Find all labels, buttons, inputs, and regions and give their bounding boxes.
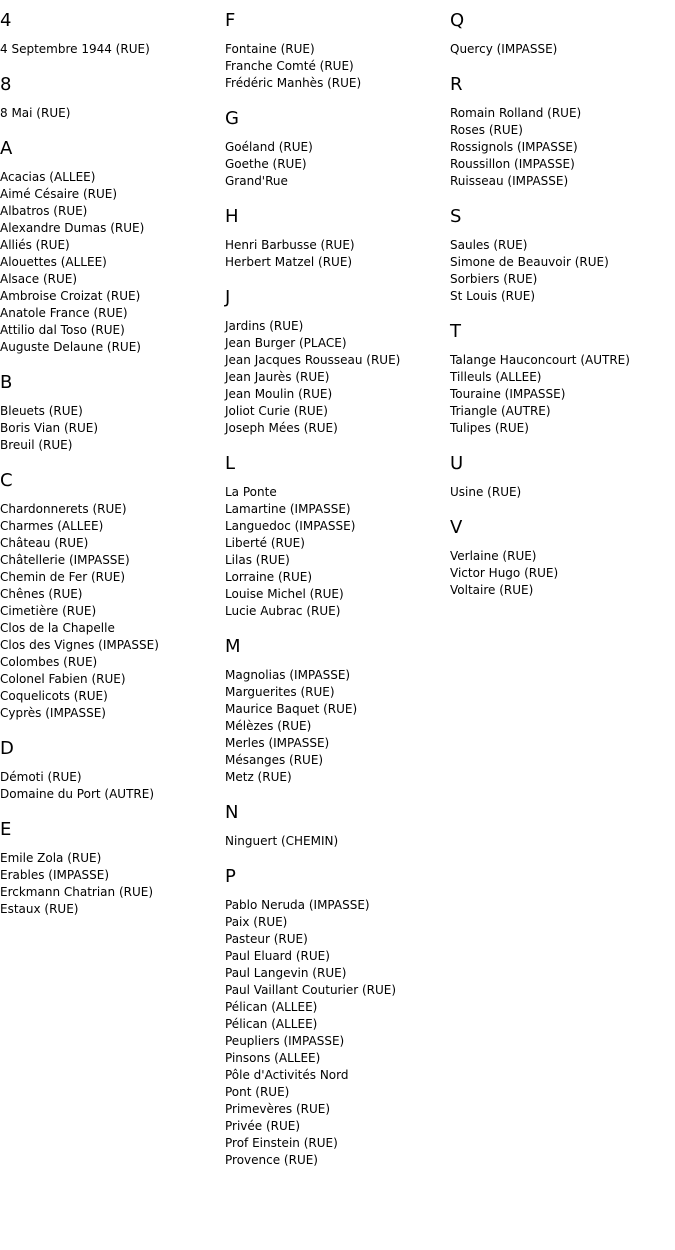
street-link[interactable]: Bleuets (RUE) (0, 404, 83, 418)
street-list (225, 667, 450, 786)
street-link[interactable]: Talange Hauconcourt (AUTRE) (450, 353, 630, 367)
street-link[interactable]: Alouettes (ALLEE) (0, 255, 107, 269)
street-list (225, 897, 450, 1169)
letter-heading: V (450, 517, 463, 538)
letter-section (225, 108, 450, 190)
letter-heading: L (225, 453, 236, 474)
street-link[interactable]: Romain Rolland (RUE) (450, 106, 582, 120)
street-list (225, 139, 450, 190)
street-link[interactable]: Pasteur (RUE) (225, 932, 308, 946)
letter-heading: A (0, 138, 13, 159)
letter-heading: B (0, 372, 13, 393)
letter-heading: Q (450, 10, 465, 31)
street-link[interactable]: Emile Zola (RUE) (0, 851, 102, 865)
street-link[interactable]: Goethe (RUE) (225, 157, 307, 171)
street-link[interactable]: Domaine du Port (AUTRE) (0, 787, 155, 801)
street-link[interactable]: Rossignols (IMPASSE) (450, 140, 578, 154)
street-link[interactable]: Louise Michel (RUE) (225, 587, 344, 601)
street-link[interactable]: Roses (RUE) (450, 123, 523, 137)
letter-section (0, 372, 225, 454)
street-link[interactable]: Paul Eluard (RUE) (225, 949, 330, 963)
letter-section (225, 802, 450, 850)
street-list (225, 318, 450, 437)
street-list (450, 237, 675, 305)
street-list (450, 352, 675, 437)
street-link[interactable]: Colombes (RUE) (0, 655, 98, 669)
street-list (0, 850, 225, 918)
street-link[interactable]: Herbert Matzel (RUE) (225, 255, 353, 269)
street-link[interactable]: Marguerites (RUE) (225, 685, 335, 699)
street-link[interactable]: Lorraine (RUE) (225, 570, 313, 584)
street-link[interactable]: Ruisseau (IMPASSE) (450, 174, 569, 188)
street-link[interactable]: Joliot Curie (RUE) (225, 404, 328, 418)
letter-heading: D (0, 738, 14, 759)
letter-section (0, 819, 225, 918)
street-link[interactable]: Liberté (RUE) (225, 536, 305, 550)
street-link[interactable]: La Ponte (225, 485, 277, 499)
street-list (225, 484, 450, 620)
street-link[interactable]: Privée (RUE) (225, 1119, 301, 1133)
letter-heading: R (450, 74, 463, 95)
street-list (225, 833, 450, 850)
letter-heading: U (450, 453, 464, 474)
street-link[interactable]: Chemin de Fer (RUE) (0, 570, 126, 584)
street-link[interactable]: Sorbiers (RUE) (450, 272, 538, 286)
street-link[interactable]: Simone de Beauvoir (RUE) (450, 255, 609, 269)
street-link[interactable]: Alliés (RUE) (0, 238, 70, 252)
letter-heading: S (450, 206, 462, 227)
street-link[interactable]: Mésanges (RUE) (225, 753, 324, 767)
letter-section (450, 517, 675, 599)
street-link[interactable]: Lamartine (IMPASSE) (225, 502, 351, 516)
street-link[interactable]: Aimé Césaire (RUE) (0, 187, 118, 201)
letter-heading: J (225, 287, 231, 308)
letter-heading: F (225, 10, 236, 31)
street-link[interactable]: Boris Vian (RUE) (0, 421, 99, 435)
street-link[interactable]: Touraine (IMPASSE) (450, 387, 566, 401)
street-link[interactable]: Jean Jacques Rousseau (RUE) (225, 353, 401, 367)
street-link[interactable]: Cimetière (RUE) (0, 604, 97, 618)
street-link[interactable]: Jardins (RUE) (225, 319, 304, 333)
street-link[interactable]: Ambroise Croizat (RUE) (0, 289, 141, 303)
street-link[interactable]: Peupliers (IMPASSE) (225, 1034, 345, 1048)
street-link[interactable]: Albatros (RUE) (0, 204, 88, 218)
street-link[interactable]: Cyprès (IMPASSE) (0, 706, 106, 720)
letter-section (225, 287, 450, 437)
street-link[interactable]: Charmes (ALLEE) (0, 519, 104, 533)
street-link[interactable]: Magnolias (IMPASSE) (225, 668, 351, 682)
street-list (0, 403, 225, 454)
letter-heading: T (450, 321, 461, 342)
street-index-column-3 (450, 10, 675, 615)
letter-section (225, 453, 450, 620)
street-link[interactable]: Chênes (RUE) (0, 587, 83, 601)
street-link[interactable]: Jean Jaurès (RUE) (225, 370, 330, 384)
street-list (0, 105, 225, 122)
street-link[interactable]: Languedoc (IMPASSE) (225, 519, 356, 533)
street-list (0, 769, 225, 803)
street-link[interactable]: Pôle d'Activités Nord (225, 1068, 349, 1082)
street-link[interactable]: Triangle (AUTRE) (450, 404, 551, 418)
letter-section (0, 738, 225, 803)
letter-heading: E (0, 819, 12, 840)
street-link[interactable]: St Louis (RUE) (450, 289, 536, 303)
street-link[interactable]: Fontaine (RUE) (225, 42, 315, 56)
street-link[interactable]: Merles (IMPASSE) (225, 736, 330, 750)
street-link[interactable]: Démoti (RUE) (0, 770, 82, 784)
street-link[interactable]: Erckmann Chatrian (RUE) (0, 885, 154, 899)
street-list (450, 105, 675, 190)
street-link[interactable]: Estaux (RUE) (0, 902, 79, 916)
street-link[interactable]: Clos des Vignes (IMPASSE) (0, 638, 159, 652)
street-link[interactable]: Lucie Aubrac (RUE) (225, 604, 341, 618)
street-link[interactable]: Goéland (RUE) (225, 140, 313, 154)
street-link[interactable]: Paul Langevin (RUE) (225, 966, 347, 980)
letter-section (0, 138, 225, 356)
street-link[interactable]: Pélican (ALLEE) (225, 1000, 318, 1014)
street-list (0, 501, 225, 722)
street-link[interactable]: Maurice Baquet (RUE) (225, 702, 358, 716)
letter-section (450, 321, 675, 437)
street-link[interactable]: Jean Moulin (RUE) (225, 387, 333, 401)
street-link[interactable]: Coquelicots (RUE) (0, 689, 108, 703)
street-index-column-2 (225, 10, 450, 1185)
street-link[interactable]: Châtellerie (IMPASSE) (0, 553, 130, 567)
letter-section (0, 470, 225, 722)
street-link[interactable]: Anatole France (RUE) (0, 306, 128, 320)
street-link[interactable]: Pont (RUE) (225, 1085, 290, 1099)
letter-section (0, 10, 225, 58)
street-link[interactable]: 8 Mai (RUE) (0, 106, 71, 120)
street-link[interactable]: Breuil (RUE) (0, 438, 73, 452)
letter-section (450, 74, 675, 190)
street-link[interactable]: Grand'Rue (225, 174, 288, 188)
letter-section (225, 636, 450, 786)
letter-heading: P (225, 866, 236, 887)
street-link[interactable]: Chardonnerets (RUE) (0, 502, 127, 516)
street-link[interactable]: Tilleuls (ALLEE) (450, 370, 542, 384)
street-list (225, 237, 450, 271)
letter-section (225, 206, 450, 271)
letter-heading: 4 (0, 10, 12, 31)
street-link[interactable]: Verlaine (RUE) (450, 549, 537, 563)
street-link[interactable]: Colonel Fabien (RUE) (0, 672, 126, 686)
street-link[interactable]: Usine (RUE) (450, 485, 522, 499)
street-link[interactable]: Alsace (RUE) (0, 272, 78, 286)
street-link[interactable]: Henri Barbusse (RUE) (225, 238, 355, 252)
street-link[interactable]: Lilas (RUE) (225, 553, 290, 567)
street-link[interactable]: Auguste Delaune (RUE) (0, 340, 141, 354)
street-link[interactable]: Roussillon (IMPASSE) (450, 157, 575, 171)
street-link[interactable]: Ninguert (CHEMIN) (225, 834, 339, 848)
street-link[interactable]: Franche Comté (RUE) (225, 59, 354, 73)
street-link[interactable]: Quercy (IMPASSE) (450, 42, 558, 56)
street-list (225, 41, 450, 92)
street-list (0, 41, 225, 58)
street-list (0, 169, 225, 356)
street-list (450, 41, 675, 58)
letter-heading: G (225, 108, 239, 129)
street-link[interactable]: Metz (RUE) (225, 770, 292, 784)
street-link[interactable]: Attilio dal Toso (RUE) (0, 323, 125, 337)
letter-heading: H (225, 206, 239, 227)
letter-section (225, 10, 450, 92)
street-link[interactable]: Mélèzes (RUE) (225, 719, 312, 733)
letter-heading: C (0, 470, 13, 491)
letter-heading: N (225, 802, 239, 823)
street-link[interactable]: 4 Septembre 1944 (RUE) (0, 42, 150, 56)
letter-section (450, 10, 675, 58)
street-list (450, 548, 675, 599)
street-link[interactable]: Prof Einstein (RUE) (225, 1136, 338, 1150)
street-link[interactable]: Provence (RUE) (225, 1153, 318, 1167)
street-index-column-1 (0, 10, 225, 934)
street-list (450, 484, 675, 501)
street-link[interactable]: Acacias (ALLEE) (0, 170, 96, 184)
letter-section (0, 74, 225, 122)
street-link[interactable]: Erables (IMPASSE) (0, 868, 110, 882)
street-link[interactable]: Frédéric Manhès (RUE) (225, 76, 362, 90)
letter-section (450, 453, 675, 501)
street-link[interactable]: Voltaire (RUE) (450, 583, 534, 597)
street-link[interactable]: Tulipes (RUE) (450, 421, 529, 435)
street-link[interactable]: Joseph Mées (RUE) (225, 421, 338, 435)
street-link[interactable]: Pinsons (ALLEE) (225, 1051, 321, 1065)
letter-heading: 8 (0, 74, 12, 95)
street-link[interactable]: Pélican (ALLEE) (225, 1017, 318, 1031)
street-link[interactable]: Pablo Neruda (IMPASSE) (225, 898, 370, 912)
street-link[interactable]: Jean Burger (PLACE) (225, 336, 347, 350)
street-link[interactable]: Saules (RUE) (450, 238, 528, 252)
street-link[interactable]: Château (RUE) (0, 536, 89, 550)
street-link[interactable]: Alexandre Dumas (RUE) (0, 221, 145, 235)
letter-section (450, 206, 675, 305)
street-link[interactable]: Primevères (RUE) (225, 1102, 331, 1116)
letter-heading: M (225, 636, 241, 657)
street-link[interactable]: Paix (RUE) (225, 915, 288, 929)
street-link[interactable]: Victor Hugo (RUE) (450, 566, 559, 580)
street-link[interactable]: Clos de la Chapelle (0, 621, 115, 635)
street-link[interactable]: Paul Vaillant Couturier (RUE) (225, 983, 397, 997)
letter-section (225, 866, 450, 1169)
